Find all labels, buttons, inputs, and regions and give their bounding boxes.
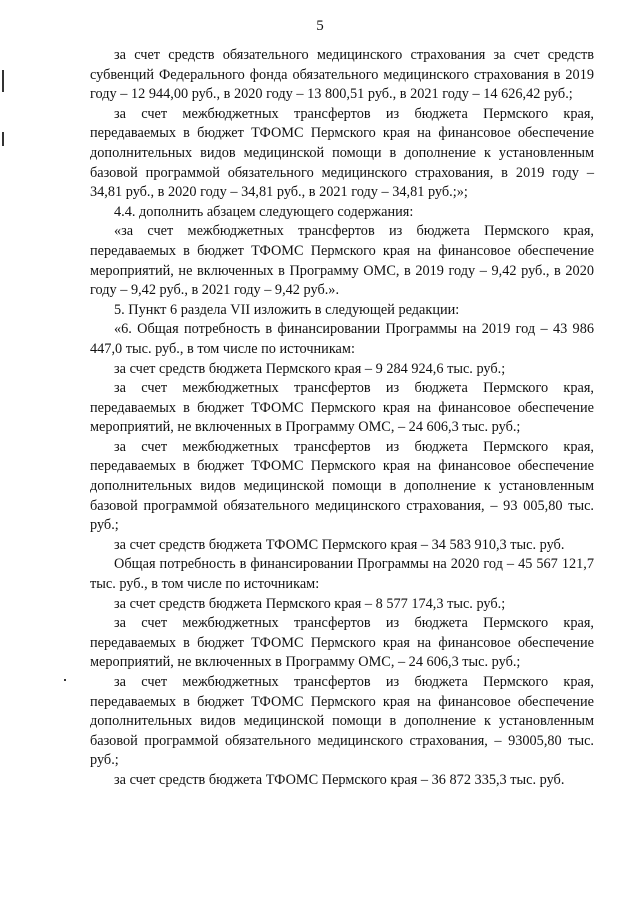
margin-mark	[2, 70, 4, 92]
paragraph: за счет межбюджетных трансфертов из бюджета Пермского края, передаваемых в бюджет ТФОМС Пермского края на финансовое обеспечение дополнительных видов медицинской помощи в дополнение к установленным базовой программой обязательного медицинского страхования, – 93 005,80 тыс. руб.;	[90, 438, 594, 534]
paragraph: за счет средств обязательного медицинского страхования за счет средств субвенций Федерального фонда обязательного медицинского страхования в 2019 году – 12 944,00 руб., в 2020 году – 13 800,51 руб., в 2021 году – 14 626,42 руб.;	[90, 47, 594, 103]
paragraph: 4.4. дополнить абзацем следующего содержания:	[114, 203, 414, 220]
paragraph: «за счет межбюджетных трансфертов из бюджета Пермского края, передаваемых в бюджет ТФОМС Пермского края на финансовое обеспечение мероприятий, не включенных в Программу ОМС, в 2019 году – 9,42 руб., в 2020 году – 9,42 руб., в 2021 году – 9,42 руб.».	[90, 223, 594, 299]
paragraph: за счет средств бюджета ТФОМС Пермского края – 34 583 910,3 тыс. руб.	[114, 536, 565, 553]
document-body	[90, 46, 594, 791]
paragraph: за счет средств бюджета Пермского края – 9 284 924,6 тыс. руб.;	[114, 360, 506, 377]
paragraph: за счет средств бюджета ТФОМС Пермского края – 36 872 335,3 тыс. руб.	[114, 771, 565, 788]
paragraph: за счет межбюджетных трансфертов из бюджета Пермского края, передаваемых в бюджет ТФОМС Пермского края на финансовое обеспечение мероприятий, не включенных в Программу ОМС, – 24 606,3 тыс. руб.;	[90, 380, 594, 436]
paragraph: за счет межбюджетных трансфертов из бюджета Пермского края, передаваемых в бюджет ТФОМС Пермского края на финансовое обеспечение дополнительных видов медицинской помощи в дополнение к установленным базовой программой обязательного медицинского страхования, в 2019 году – 34,81 руб., в 2020 году – 34,81 руб., в 2021 году – 34,81 руб.;»;	[90, 105, 594, 201]
paragraph: за счет межбюджетных трансфертов из бюджета Пермского края, передаваемых в бюджет ТФОМС Пермского края на финансовое обеспечение дополнительных видов медицинской помощи в дополнение к установленным базовой программой обязательного медицинского страхования, – 93005,80 тыс. руб.;	[90, 674, 594, 769]
margin-mark	[2, 132, 4, 146]
paragraph: Общая потребность в финансировании Программы на 2020 год – 45 567 121,7 тыс. руб., в том числе по источникам:	[90, 556, 594, 593]
paragraph: за счет межбюджетных трансфертов из бюджета Пермского края, передаваемых в бюджет ТФОМС Пермского края на финансовое обеспечение мероприятий, не включенных в Программу ОМС, – 24 606,3 тыс. руб.;	[90, 615, 594, 671]
paragraph: «6. Общая потребность в финансировании Программы на 2019 год – 43 986 447,0 тыс. руб., в том числе по источникам:	[90, 321, 594, 357]
page-number: 5	[316, 18, 324, 34]
paragraph: 5. Пункт 6 раздела VII изложить в следующей редакции:	[114, 301, 460, 318]
scan-dot	[64, 679, 66, 681]
paragraph: за счет средств бюджета Пермского края – 8 577 174,3 тыс. руб.;	[114, 595, 506, 612]
